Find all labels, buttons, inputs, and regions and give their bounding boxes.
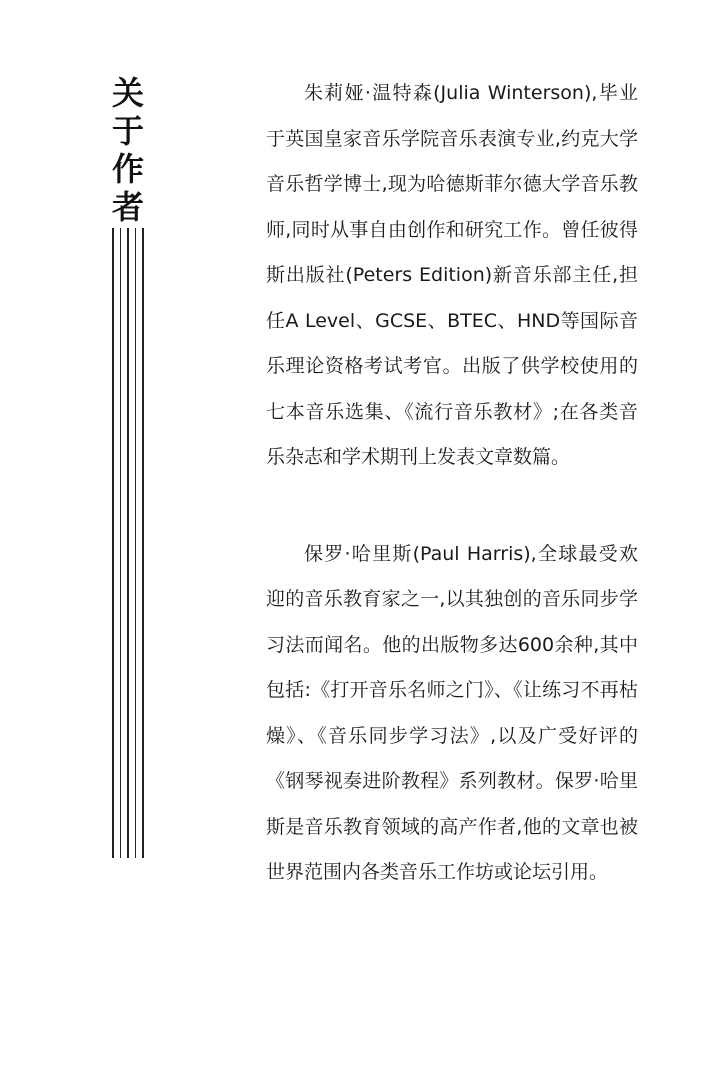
author-bios [266, 71, 638, 896]
staff-line [135, 228, 137, 858]
staff-line [112, 228, 114, 858]
section-title-char: 关 [111, 74, 144, 112]
staff-line [120, 228, 122, 858]
section-title-char: 于 [111, 112, 144, 150]
section-title-char: 作 [111, 150, 144, 188]
section-title [110, 74, 146, 226]
music-staff-decoration [112, 228, 146, 858]
bio-paragraph-paul-harris: 保罗·哈里斯(Paul Harris),全球最受欢迎的音乐教育家之一,以其独创的音乐同步学习法而闻名。他的出版物多达600余种,其中包括:《打开音乐名师之门》、《让练习不再枯燥》、《音乐同步学习法》,以及广受好评的《钢琴视奏进阶教程》系列教材。保罗·哈里斯是音乐教育领域的高产作者,他的文章也被世界范围内各类音乐工作坊或论坛引用。 [266, 542, 638, 883]
staff-line [142, 228, 144, 858]
staff-line [127, 228, 129, 858]
bio-paragraph-julia-winterson: 朱莉娅·温特森(Julia Winterson),毕业于英国皇家音乐学院音乐表演专业,约克大学音乐哲学博士,现为哈德斯菲尔德大学音乐教师,同时从事自由创作和研究工作。曾任彼得斯出版社(Peters Edition)新音乐部主任,担任A Level、GCSE、BTEC、HND等国际音乐理论资格考试考官。出版了供学校使用的七本音乐选集、《流行音乐教材》;在各类音乐杂志和学术期刊上发表文章数篇。 [266, 82, 638, 468]
section-title-char: 者 [111, 188, 144, 226]
